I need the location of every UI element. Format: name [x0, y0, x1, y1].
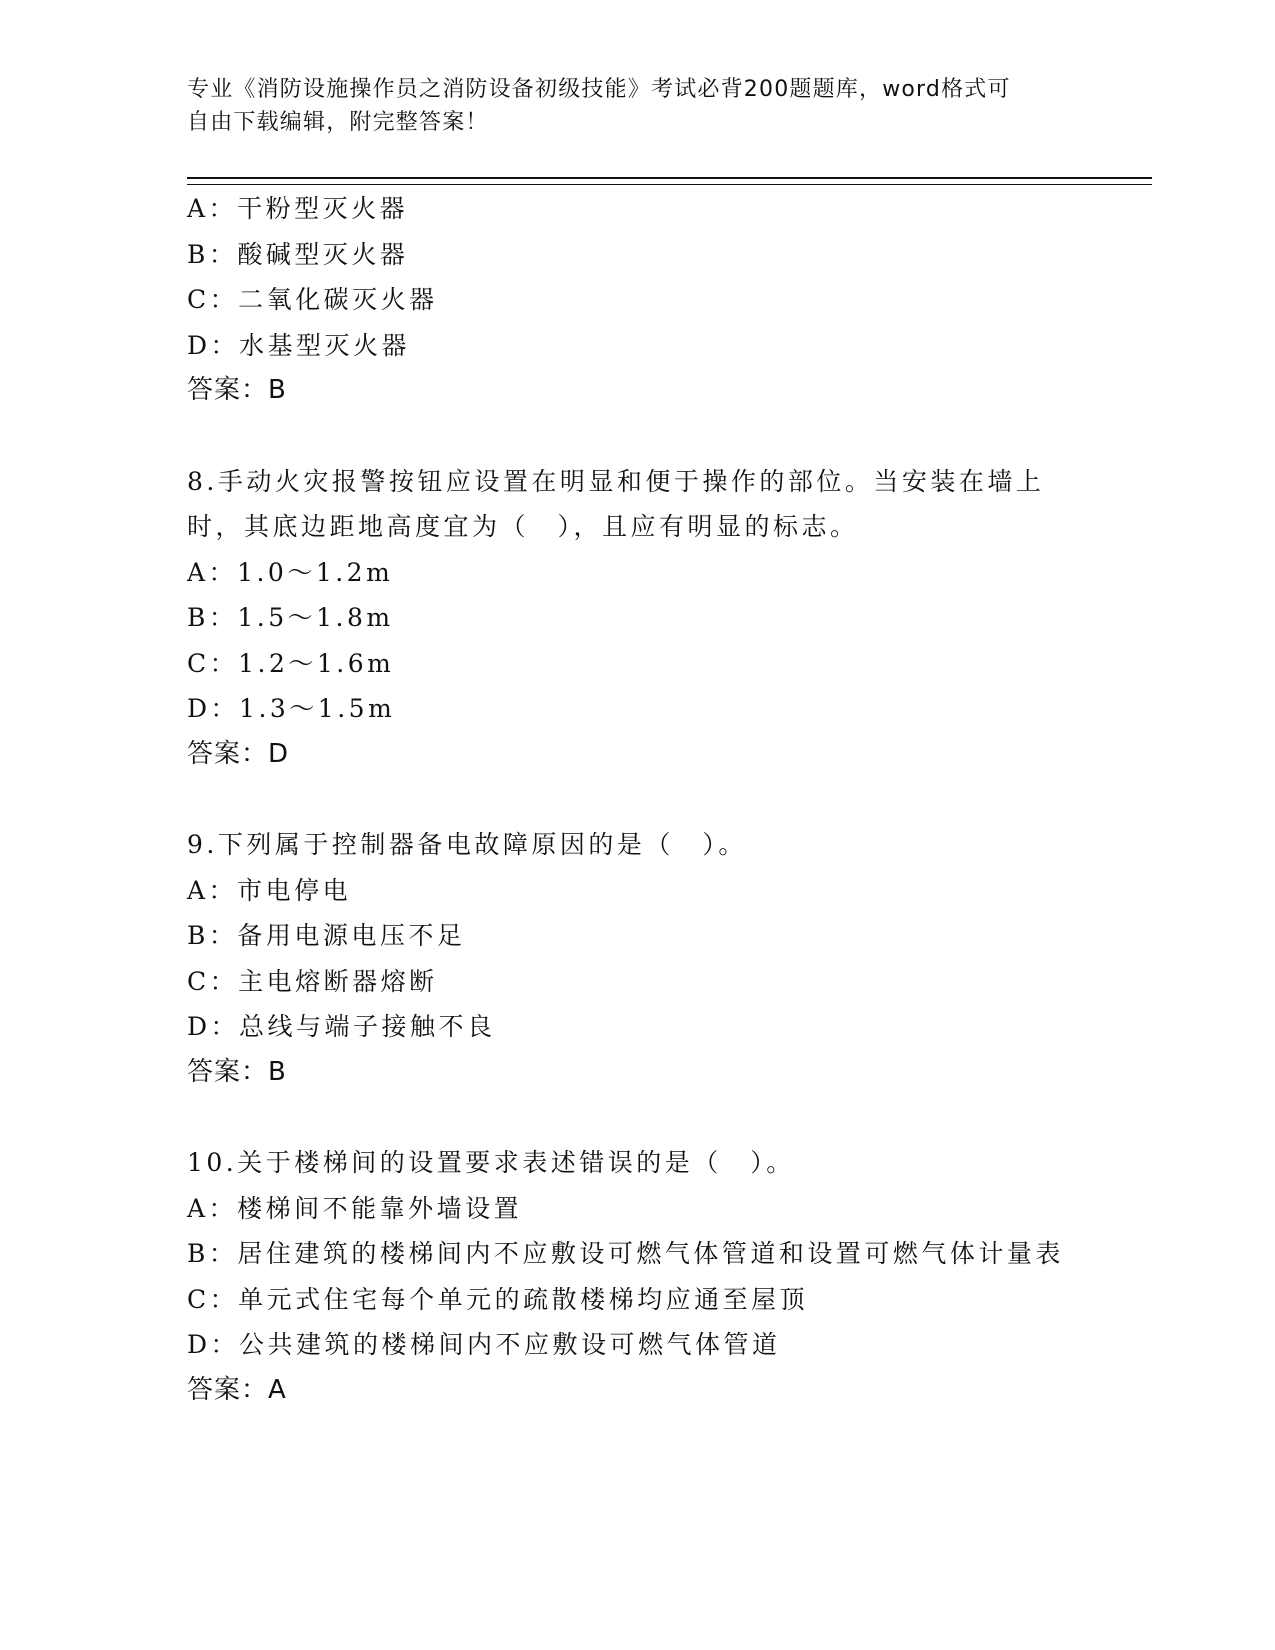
header-line-1: 专业《消防设施操作员之消防设备初级技能》考试必背200题题库，word格式可 — [187, 77, 1011, 102]
option-d: D：1.3～1.5m — [187, 694, 396, 723]
option-a: A：楼梯间不能靠外墙设置 — [187, 1193, 523, 1223]
question-stem: 10.关于楼梯间的设置要求表述错误的是（ ）。 — [187, 1148, 795, 1177]
question-10 — [187, 1140, 1187, 1413]
answer-line: 答案：A — [187, 1374, 287, 1405]
answer-line: 答案：B — [187, 375, 287, 405]
option-b: B：酸碱型灭火器 — [187, 239, 409, 269]
option-b: B：居住建筑的楼梯间内不应敷设可燃气体管道和设置可燃气体计量表 — [187, 1239, 1064, 1268]
option-c: C：1.2～1.6m — [187, 648, 395, 678]
option-c: C：单元式住宅每个单元的疏散楼梯均应通至屋顶 — [187, 1284, 809, 1314]
question-7-continued — [187, 186, 1187, 414]
option-b: B：1.5～1.8m — [187, 603, 394, 632]
question-8 — [187, 459, 1187, 778]
question-stem: 8.手动火灾报警按钮应设置在明显和便于操作的部位。当安装在墙上 — [187, 466, 1045, 496]
option-c: C：主电熔断器熔断 — [187, 966, 438, 996]
option-a: A：市电停电 — [187, 875, 352, 905]
option-a: A：1.0～1.2m — [187, 557, 394, 587]
page-header — [187, 73, 1087, 139]
option-d: D：水基型灭火器 — [187, 330, 411, 360]
option-d: D：公共建筑的楼梯间内不应敷设可燃气体管道 — [187, 1330, 781, 1359]
document-body — [187, 186, 1187, 1413]
spacer — [187, 777, 1187, 822]
answer-line: 答案：D — [187, 738, 290, 769]
question-9 — [187, 822, 1187, 1095]
question-stem-cont: 时，其底边距地高度宜为（ ），且应有明显的标志。 — [187, 512, 859, 541]
header-line-2: 自由下载编辑，附完整答案！ — [187, 110, 489, 135]
option-d: D：总线与端子接触不良 — [187, 1012, 496, 1041]
option-b: B：备用电源电压不足 — [187, 921, 466, 950]
header-divider — [187, 177, 1152, 185]
option-c: C：二氧化碳灭火器 — [187, 285, 438, 314]
option-a: A：干粉型灭火器 — [187, 194, 409, 223]
answer-line: 答案：B — [187, 1056, 287, 1087]
question-stem: 9.下列属于控制器备电故障原因的是（ ）。 — [187, 830, 747, 859]
spacer — [187, 1095, 1187, 1140]
spacer — [187, 414, 1187, 459]
